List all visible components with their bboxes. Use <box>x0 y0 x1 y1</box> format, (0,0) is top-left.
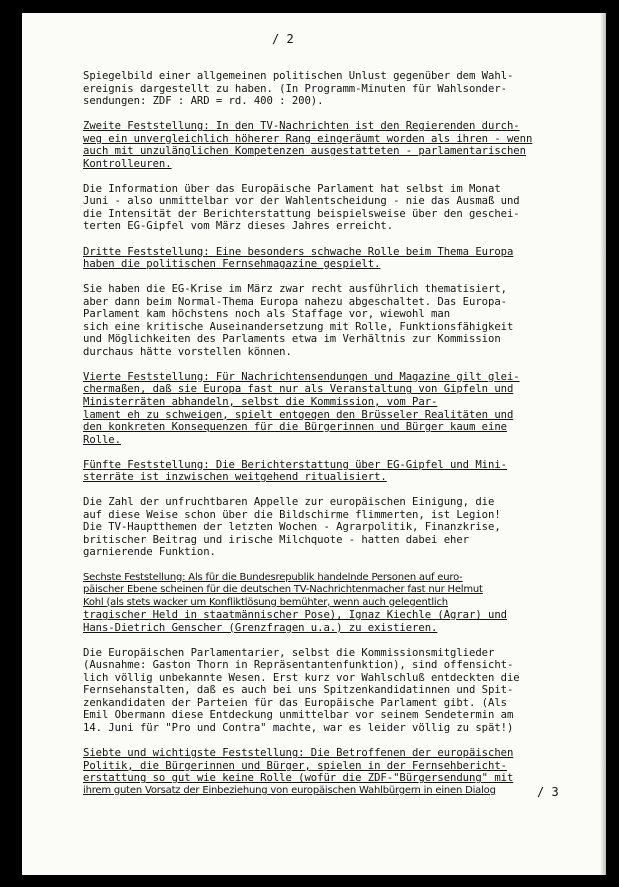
text-line: und Möglichkeiten des Parlaments etwa im Verhältnis zur Kommission <box>83 333 501 346</box>
finding-heading <box>83 747 583 797</box>
text-line: Emil Obermann diese Entdeckung unmittelbar vor seinem Sendetermin am <box>83 709 514 722</box>
text-line: sich eine kritische Auseinandersetzung mit Rolle, Funktionsfähigkeit <box>83 320 514 333</box>
text-line: Fernsehanstalten, daß es auch bei uns Spitzenkandidatinnen und Spit- <box>83 684 514 697</box>
finding-heading <box>83 246 583 271</box>
text-line: ihrem guten Vorsatz der Einbeziehung von europäischen Wahlbürgern in einen Dialog <box>83 784 496 796</box>
finding-heading <box>83 572 583 635</box>
body-paragraph <box>83 283 583 358</box>
text-line: sendungen: ZDF : ARD = rd. 400 : 200). <box>83 95 324 108</box>
text-line: weg ein unvergleichlich höherer Rang eingeräumt worden als ihren - wenn <box>83 132 533 145</box>
text-line: päischer Ebene scheinen für die deutschen TV-Nachrichtenmacher fast nur Helmut <box>83 584 483 596</box>
text-line: auch mit unzulänglichen Kompetenzen ausgestatteten - parlamentarischen <box>83 145 526 158</box>
text-line: Vierte Feststellung: Für Nachrichtensendungen und Magazine gilt glei- <box>83 370 520 383</box>
body-paragraph <box>83 183 583 233</box>
text-line: Rolle. <box>83 433 121 446</box>
text-line: terten EG-Gipfel vom März dieses Jahres erreicht. <box>83 220 394 233</box>
text-line: Hans-Dietrich Genscher (Grenzfragen u.a.) zu existieren. <box>83 621 438 634</box>
text-line: garnierende Funktion. <box>83 546 216 559</box>
text-line: den konkreten Konsequenzen für die Bürgerinnen und Bürger kaum eine <box>83 421 507 434</box>
text-line: sterräte ist inzwischen weitgehend ritualisiert. <box>83 471 387 484</box>
text-line: auf diese Weise schon über die Bildschirme flimmerten, ist Legion! <box>83 508 501 521</box>
finding-heading <box>83 371 583 446</box>
document-page <box>22 13 606 875</box>
body-paragraph <box>83 496 583 559</box>
page-edge-shadow <box>600 13 606 875</box>
text-line: ereignis dargestellt zu haben. (In Programm-Minuten für Wahlsonder- <box>83 82 507 95</box>
body-paragraph <box>83 70 583 108</box>
text-line: zenkandidaten der Parteien für das Europäische Parlament gibt. (Als <box>83 696 507 709</box>
text-line: Die TV-Hauptthemen der letzten Wochen - Agrarpolitik, Finanzkrise, <box>83 521 501 534</box>
finding-heading <box>83 459 583 484</box>
text-line: Fünfte Feststellung: Die Berichterstattung über EG-Gipfel und Mini- <box>83 458 507 471</box>
text-line: Ministerräten abhandeln, selbst die Kommission, vom Par- <box>83 395 438 408</box>
text-line: 14. Juni für "Pro und Contra" machte, war es leider völlig zu spät!) <box>83 722 514 735</box>
text-line: Sie haben die EG-Krise im März zwar recht ausführlich thematisiert, <box>83 283 507 296</box>
text-line: haben die politischen Fernsehmagazine gespielt. <box>83 258 381 271</box>
text-line: Die Information über das Europäische Parlament hat selbst im Monat <box>83 182 501 195</box>
text-line: die Intensität der Berichterstattung beispielsweise über den geschei- <box>83 207 520 220</box>
text-line: Kontrolleuren. <box>83 157 172 170</box>
text-line: Zweite Feststellung: In den TV-Nachrichten ist den Regierenden durch- <box>83 120 520 133</box>
text-line: tragischer Held in staatmännischer Pose), Ignaz Kiechle (Agrar) und <box>83 609 507 622</box>
text-line: Siebte und wichtigste Feststellung: Die Betroffenen der europäischen <box>83 747 514 760</box>
text-line: chermaßen, daß sie Europa fast nur als Veranstaltung von Gipfeln und <box>83 383 514 396</box>
text-line: (Ausnahme: Gaston Thorn in Repräsentantenfunktion), sind offensicht- <box>83 659 514 672</box>
text-line: Dritte Feststellung: Eine besonders schwache Rolle beim Thema Europa <box>83 245 514 258</box>
text-line: Parlament kam höchstens noch als Staffage vor, wiewohl man <box>83 308 451 321</box>
text-line: erstattung so gut wie keine Rolle (wofür die ZDF-"Bürgersendung" mit <box>83 772 514 785</box>
body-paragraph <box>83 647 583 735</box>
document-body <box>83 70 583 810</box>
text-line: Politik, die Bürgerinnen und Bürger, spielen in der Fernsehbericht- <box>83 759 507 772</box>
text-line: britischer Beitrag und irische Milchquote - hatten dabei eher <box>83 533 470 546</box>
next-page-marker: / 3 <box>537 785 559 799</box>
text-line: Sechste Feststellung: Als für die Bundesrepublik handelnde Personen auf euro- <box>83 571 463 583</box>
finding-heading <box>83 120 583 170</box>
text-line: Spiegelbild einer allgemeinen politischen Unlust gegenüber dem Wahl- <box>83 70 514 82</box>
text-line: aber dann beim Normal-Thema Europa nahezu abgeschaltet. Das Europa- <box>83 295 507 308</box>
text-line: Die Zahl der unfruchtbaren Appelle zur europäischen Einigung, die <box>83 496 495 509</box>
page-number: / 2 <box>272 32 294 46</box>
text-line: lich völlig unbekannte Wesen. Erst kurz vor Wahlschluß entdeckten die <box>83 671 520 684</box>
text-line: Die Europäischen Parlamentarier, selbst die Kommissionsmitglieder <box>83 646 495 659</box>
text-line: lament eh zu schweigen, spielt entgegen den Brüsseler Realitäten und <box>83 408 514 421</box>
text-line: Kohl (als stets wacker um Konfliktlösung bemühter, wenn auch gelegentlich <box>83 596 448 608</box>
text-line: Juni - also unmittelbar vor der Wahlentscheidung - nie das Ausmaß und <box>83 195 520 208</box>
text-line: durchaus hätte vorstellen können. <box>83 345 292 358</box>
